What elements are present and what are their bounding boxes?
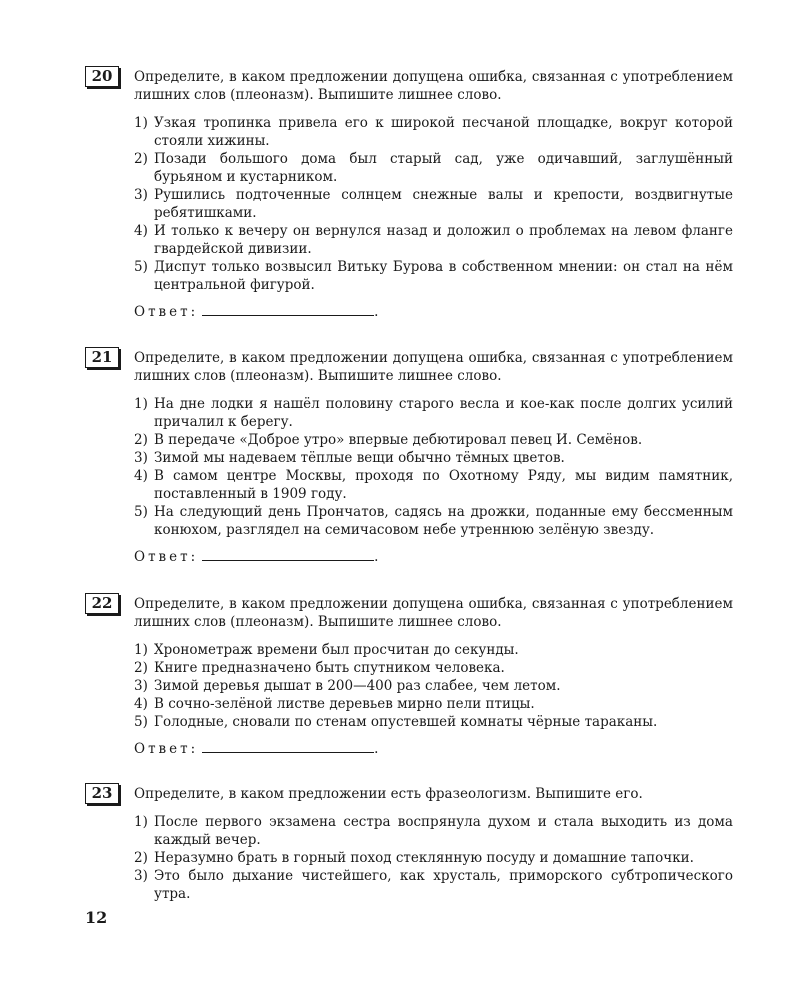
option-text: После первого экзамена сестра воспрянула духом и стала выходить из дома каждый вечер. (154, 814, 733, 848)
answer-row (85, 739, 733, 758)
task-number-badge: 21 (85, 347, 119, 368)
option-item (134, 695, 733, 713)
answer-end: . (374, 549, 379, 565)
option-text: Зимой деревья дышат в 200—400 раз слабее, чем летом. (154, 678, 561, 694)
option-number: 1) (134, 115, 148, 131)
option-text: В сочно-зелёной листве деревьев мирно пели птицы. (154, 696, 535, 712)
option-item (134, 867, 733, 903)
page-number: 12 (85, 908, 108, 927)
options-list (85, 641, 733, 731)
answer-input-line[interactable] (202, 302, 374, 316)
task-question: Определите, в каком предложении есть фразеологизм. Выпишите его. (134, 786, 643, 802)
answer-end: . (374, 741, 379, 757)
option-number: 4) (134, 468, 148, 484)
task-20 (85, 68, 733, 321)
answer-label: Ответ: (134, 741, 199, 757)
option-item (134, 114, 733, 150)
option-text: На следующий день Прончатов, садясь на дрожки, поданные ему бессменным конюхом, разглядел на семичасовом небе утреннюю зелёную звезду. (154, 504, 733, 538)
option-text: Позади большого дома был старый сад, уже одичавший, заглушённый бурьяном и кустарником. (154, 151, 733, 185)
option-number: 4) (134, 696, 148, 712)
task-number-badge: 23 (85, 783, 119, 804)
answer-row (85, 547, 733, 566)
option-text: В самом центре Москвы, проходя по Охотному Ряду, мы видим памятник, поставленный в 1909 году. (154, 468, 733, 502)
answer-row (85, 302, 733, 321)
option-number: 3) (134, 187, 148, 203)
option-item (134, 641, 733, 659)
option-text: Голодные, сновали по стенам опустевшей комнаты чёрные тараканы. (154, 714, 658, 730)
task-question: Определите, в каком предложении допущена ошибка, связанная с употреблением лишних слов (плеоназм). Выпишите лишнее слово. (134, 350, 733, 384)
option-item (134, 395, 733, 431)
option-item (134, 258, 733, 294)
task-header (85, 349, 733, 385)
option-number: 5) (134, 504, 148, 520)
task-header (85, 68, 733, 104)
option-number: 1) (134, 814, 148, 830)
option-number: 1) (134, 642, 148, 658)
option-item (134, 222, 733, 258)
option-item (134, 677, 733, 695)
answer-label: Ответ: (134, 549, 199, 565)
option-item (134, 813, 733, 849)
option-number: 2) (134, 432, 148, 448)
option-number: 3) (134, 678, 148, 694)
option-number: 5) (134, 259, 148, 275)
options-list (85, 395, 733, 539)
answer-end: . (374, 304, 379, 320)
task-22 (85, 595, 733, 758)
option-number: 3) (134, 450, 148, 466)
task-number-badge: 22 (85, 593, 119, 614)
answer-input-line[interactable] (202, 739, 374, 753)
task-question: Определите, в каком предложении допущена ошибка, связанная с употреблением лишних слов (плеоназм). Выпишите лишнее слово. (134, 69, 733, 103)
option-item (134, 713, 733, 731)
option-text: На дне лодки я нашёл половину старого весла и кое-как после долгих усилий причалил к берегу. (154, 396, 733, 430)
option-text: Рушились подточенные солнцем снежные валы и крепости, воздвигнутые ребятишками. (154, 187, 733, 221)
task-number-badge: 20 (85, 66, 119, 87)
option-text: В передаче «Доброе утро» впервые дебютировал певец И. Семёнов. (154, 432, 643, 448)
task-question: Определите, в каком предложении допущена ошибка, связанная с употреблением лишних слов (плеоназм). Выпишите лишнее слово. (134, 596, 733, 630)
option-item (134, 849, 733, 867)
task-21 (85, 349, 733, 566)
option-number: 3) (134, 868, 148, 884)
option-number: 4) (134, 223, 148, 239)
options-list (85, 813, 733, 903)
answer-label: Ответ: (134, 304, 199, 320)
option-number: 2) (134, 850, 148, 866)
option-number: 1) (134, 396, 148, 412)
option-number: 2) (134, 151, 148, 167)
option-item (134, 186, 733, 222)
option-item (134, 503, 733, 539)
option-item (134, 467, 733, 503)
option-text: Книге предназначено быть спутником человека. (154, 660, 505, 676)
answer-input-line[interactable] (202, 547, 374, 561)
option-text: И только к вечеру он вернулся назад и доложил о проблемах на левом фланге гвардейской дивизии. (154, 223, 733, 257)
task-23 (85, 785, 733, 903)
option-text: Это было дыхание чистейшего, как хрусталь, приморского субтропического утра. (154, 868, 733, 902)
option-text: Неразумно брать в горный поход стеклянную посуду и домашние тапочки. (154, 850, 694, 866)
task-header (85, 595, 733, 631)
option-text: Хронометраж времени был просчитан до секунды. (154, 642, 519, 658)
option-text: Зимой мы надеваем тёплые вещи обычно тёмных цветов. (154, 450, 565, 466)
option-item (134, 449, 733, 467)
option-number: 5) (134, 714, 148, 730)
option-text: Узкая тропинка привела его к широкой песчаной площадке, вокруг которой стояли хижины. (154, 115, 733, 149)
option-item (134, 431, 733, 449)
option-number: 2) (134, 660, 148, 676)
option-item (134, 659, 733, 677)
option-text: Диспут только возвысил Витьку Бурова в собственном мнении: он стал на нём центральной фигурой. (154, 259, 733, 293)
options-list (85, 114, 733, 294)
option-item (134, 150, 733, 186)
task-header (85, 785, 733, 803)
